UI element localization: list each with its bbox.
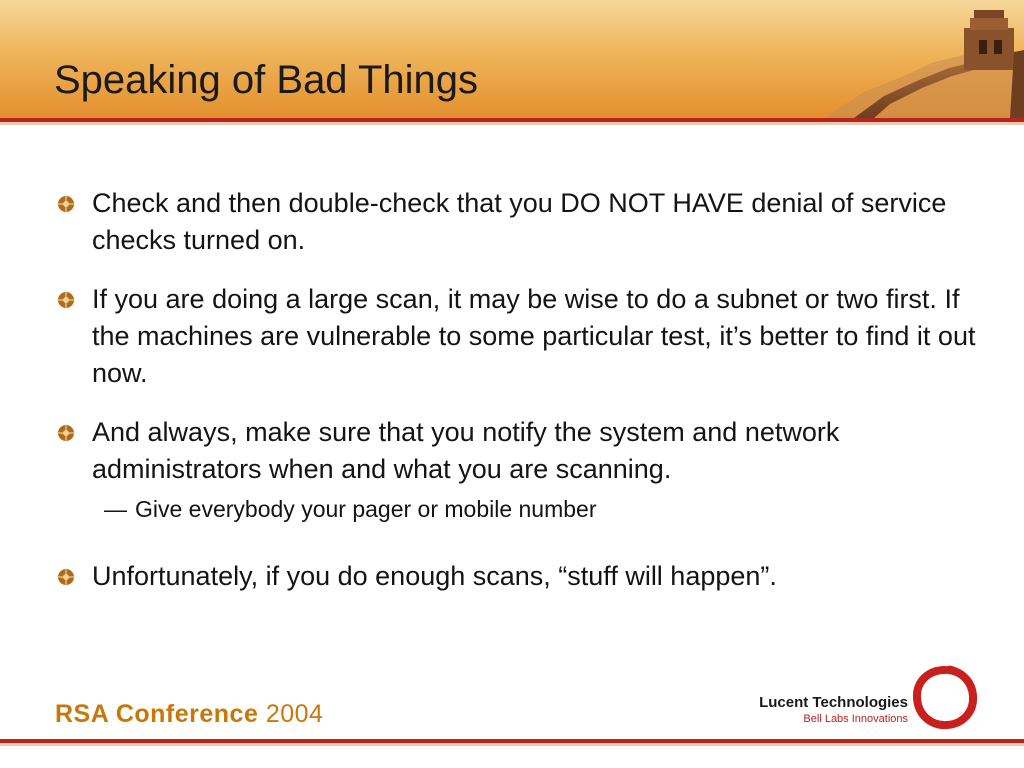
slide-body xyxy=(54,185,994,595)
bullet-item xyxy=(54,558,994,595)
rsa-conference-logo xyxy=(55,700,323,732)
lucent-ring-icon xyxy=(910,664,980,732)
bullet-text: Unfortunately, if you do enough scans, “stuff will happen”. xyxy=(92,561,777,591)
lucent-logo-text xyxy=(748,694,908,725)
gear-bullet-icon xyxy=(56,194,76,214)
slide-title: Speaking of Bad Things xyxy=(54,58,479,102)
gear-bullet-icon xyxy=(56,290,76,310)
conference-wordmark: Conference xyxy=(115,700,259,728)
bullet-text: If you are doing a large scan, it may be wise to do a subnet or two first. If the machines are vulnerable to some particular test, it’s better to find it out now. xyxy=(92,284,976,388)
lucent-tagline: Bell Labs Innovations xyxy=(803,713,908,725)
conference-year: 2004 xyxy=(265,700,324,728)
gear-bullet-icon xyxy=(56,423,76,443)
rsa-wordmark: RSA xyxy=(55,700,109,728)
slide-header xyxy=(0,0,1024,118)
bullet-item xyxy=(54,281,994,392)
bullet-item xyxy=(54,185,994,259)
footer-divider-shadow xyxy=(0,743,1024,746)
sub-bullet-dash: — xyxy=(104,496,127,522)
bullet-item xyxy=(54,414,994,488)
bullet-text: And always, make sure that you notify the system and network administrators when and what you are scanning. xyxy=(92,417,840,484)
lucent-name: Lucent Technologies xyxy=(759,694,908,711)
header-divider-shadow xyxy=(0,122,1024,125)
bullet-text: Check and then double-check that you DO NOT HAVE denial of service checks turned on. xyxy=(92,188,947,255)
gear-bullet-icon xyxy=(56,567,76,587)
sub-bullet-text: Give everybody your pager or mobile number xyxy=(135,496,597,522)
sub-bullet-item xyxy=(54,494,994,524)
great-wall-image xyxy=(824,0,1024,118)
